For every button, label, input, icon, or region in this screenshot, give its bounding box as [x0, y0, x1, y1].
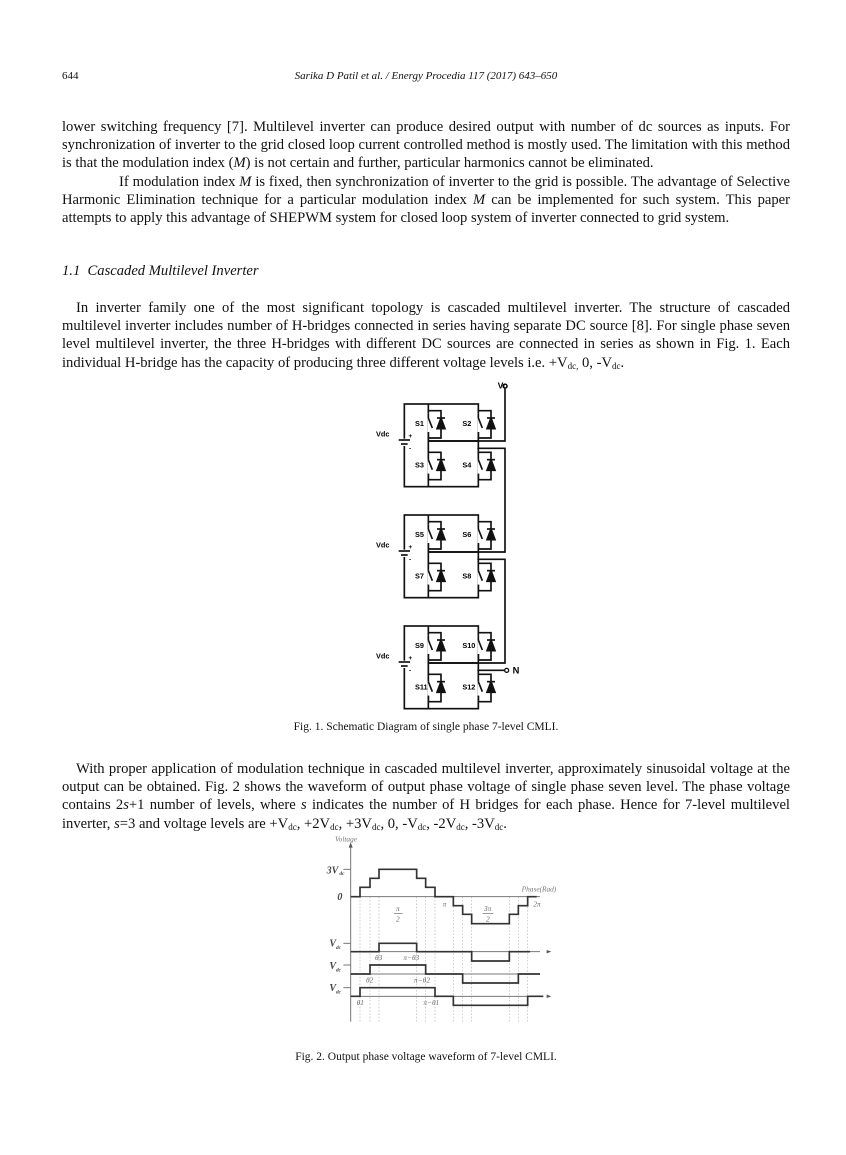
minus-sign: -: [409, 556, 412, 564]
3pi-over-2-label: 3π: [484, 904, 492, 913]
switch-label: S1: [415, 419, 424, 428]
theta3-label: θ3: [375, 953, 383, 962]
arrow-icon: [547, 995, 552, 998]
subscript: dc: [336, 967, 342, 974]
phase-guide-lines: [360, 897, 528, 1022]
cmli-schematic: [370, 380, 530, 710]
igbt-diode-switch-icon: [478, 563, 495, 590]
paragraph-2: If modulation index M is fixed, then synchronization of inverter to the grid is possible. The advantage of Selective Harmonic Elimination technique for a particular modulation index M can be implemented for such system. This paper attempts to apply this advantage of SHEPWM system for closed loop system of inverter connected to grid system.: [62, 173, 791, 227]
axes: [343, 845, 540, 1022]
switch-label: S3: [415, 460, 424, 470]
minus-sign: -: [409, 445, 412, 453]
vdc-label: V: [329, 961, 337, 972]
vdc-label: Vdc: [376, 651, 390, 661]
pi-label: π: [442, 899, 447, 909]
igbt-diode-switch-icon: [478, 674, 495, 701]
switch-label: S6: [462, 530, 472, 539]
igbt-diode-switch-icon: [478, 633, 495, 660]
switch-label: S5: [415, 530, 424, 539]
denominator: 2: [396, 914, 400, 924]
subscript: dc: [336, 989, 342, 996]
theta1-label: θ1: [356, 998, 364, 1007]
igbt-diode-switch-icon: [428, 633, 445, 660]
igbt-diode-switch-icon: [478, 522, 495, 549]
plus-sign: +: [408, 544, 413, 551]
body-text-top: [62, 118, 790, 227]
section-heading: 1.1 Cascaded Multilevel Inverter: [62, 263, 259, 279]
igbt-diode-switch-icon: [428, 522, 445, 549]
vdc-label: Vdc: [376, 540, 390, 550]
2pi-label: 2π: [533, 899, 541, 909]
vdc-label: V: [329, 983, 337, 994]
igbt-diode-switch-icon: [428, 674, 445, 701]
switch-label: S7: [415, 571, 424, 581]
paragraph-4: With proper application of modulation technique in cascaded multilevel inverter, approximately sinusoidal voltage at the output can be obtained. Fig. 2 shows the waveform of output phase voltage of single phase seven level. The phase voltage contains 2s+1 number of levels, where s indicates the number of H bridges for each phase. Hence for 7-level multilevel inverter, s=3 and voltage levels are $+V_{dc}$, $+2V_{dc}$, $+3V_{dc}$, 0, $-V_{dc}$, $-2V_{dc}$, $-3V_{dc}$.: [62, 761, 790, 832]
level-3vdc-label: 3V: [326, 865, 339, 877]
x-axis-label: Phase(Rad): [521, 884, 557, 894]
h-bridge: [399, 626, 495, 709]
paragraph-3: In inverter family one of the most significant topology is cascaded multilevel inverter. The structure of cascaded multilevel inverter includes number of H-bridges connected in series having separate DC source [8]. For single phase seven level multilevel inverter, the three H-bridges with different DC sources are connected in series as shown in Fig. 1. Each individual H-bridge has the capacity of producing three different voltage levels i.e. $+V_{dc,}$ 0, $-V_{dc}$.: [62, 300, 790, 371]
vdc-label: V: [329, 938, 337, 950]
vdc-label: Vdc: [376, 429, 390, 439]
plus-sign: +: [408, 433, 413, 440]
pi-minus-theta1-label: π−θ1: [423, 998, 440, 1007]
switch-label: S2: [462, 419, 472, 428]
neutral-label: N: [512, 665, 520, 676]
paragraph-1: lower switching frequency [7]. Multilevel inverter can produce desired output with number of dc sources as inputs. For synchronization of inverter to the grid closed loop current controlled method is mostly used. The limitation with this method is that the modulation index (M) is not certain and further, particular harmonics cannot be eliminated.: [62, 119, 790, 172]
igbt-diode-switch-icon: [428, 452, 445, 479]
h-bridge: [399, 515, 495, 598]
igbt-diode-switch-icon: [428, 411, 445, 438]
level-zero-label: 0: [337, 892, 343, 903]
output-waveform-figure: [310, 825, 560, 1025]
theta2-label: θ2: [366, 975, 374, 985]
running-head: Sarika D Patil et al. / Energy Procedia 117 (2017) 643–650: [294, 70, 558, 82]
pi-over-2-label: π: [396, 904, 400, 913]
switch-label: S11: [415, 682, 428, 692]
pi-minus-theta3-label: π−θ3: [403, 953, 420, 962]
neutral-terminal: [505, 668, 509, 672]
figure-2-caption: Fig. 2. Output phase voltage waveform of 7-level CMLI.: [295, 1051, 557, 1063]
figure-1-caption: Fig. 1. Schematic Diagram of single phase 7-level CMLI.: [293, 721, 559, 733]
plus-sign: +: [408, 655, 413, 662]
y-axis-label: Voltage: [335, 834, 357, 844]
subscript: dc: [336, 945, 342, 951]
subscript: dc: [339, 871, 345, 877]
switch-label: S10: [462, 641, 476, 650]
switch-label: S12: [462, 682, 476, 692]
minus-sign: -: [409, 667, 412, 675]
output-label: Vo: [497, 380, 509, 391]
h-bridge: [399, 404, 495, 487]
switch-label: S9: [415, 641, 424, 650]
switch-label: S8: [462, 571, 472, 581]
denominator: 2: [486, 914, 490, 924]
switch-label: S4: [462, 460, 472, 470]
igbt-diode-switch-icon: [428, 563, 445, 590]
igbt-diode-switch-icon: [478, 452, 495, 479]
pi-minus-theta2-label: π−θ2: [414, 975, 430, 985]
page-number: 644: [62, 70, 79, 82]
arrow-icon: [547, 950, 552, 953]
igbt-diode-switch-icon: [478, 411, 495, 438]
